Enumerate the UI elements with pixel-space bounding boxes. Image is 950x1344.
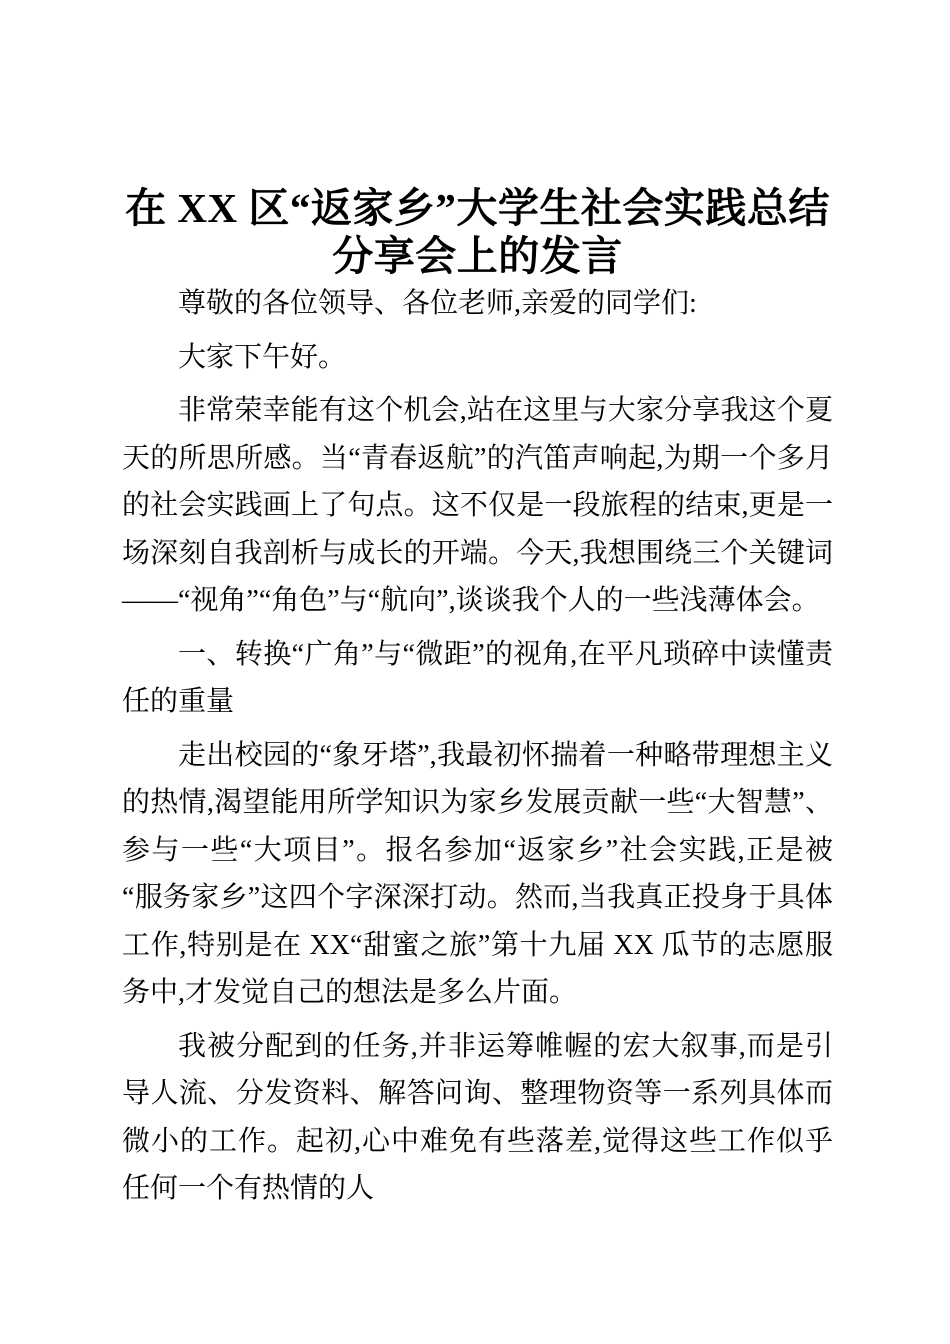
paragraph-intro: 非常荣幸能有这个机会,站在这里与大家分享我这个夏天的所思所感。当“青春返航”的汽笛声响起,为期一个多月的社会实践画上了句点。这不仅是一段旅程的结束,更是一场深刻自我剖析与成长的开端。今天,我想围绕三个关键词——“视角”“角色”与“航向”,谈谈我个人的一些浅薄体会。 <box>122 395 833 616</box>
section-heading-1: 一、转换“广角”与“微距”的视角,在平凡琐碎中读懂责任的重量 <box>122 638 833 717</box>
document-title: 在 XX 区“返家乡”大学生社会实践总结分享会上的发言 <box>125 185 830 279</box>
paragraph-section1-body2: 我被分配到的任务,并非运筹帷幄的宏大叙事,而是引导人流、分发资料、解答问询、整理物资等一系列具体而微小的工作。起初,心中难免有些落差,觉得这些工作似乎任何一个有热情的人 <box>122 1030 833 1204</box>
paragraph-section1-body1: 走出校园的“象牙塔”,我最初怀揣着一种略带理想主义的热情,渴望能用所学知识为家乡发展贡献一些“大智慧”、参与一些“大项目”。报名参加“返家乡”社会实践,正是被“服务家乡”这四个字深深打动。然而,当我真正投身于具体工作,特别是在 XX“甜蜜之旅”第十九届 XX 瓜节的志愿服务中,才发觉自己的想法是多么片面。 <box>122 739 833 1008</box>
paragraph-salutation: 尊敬的各位领导、各位老师,亲爱的同学们: <box>178 288 697 319</box>
paragraph-greeting: 大家下午好。 <box>178 341 347 373</box>
